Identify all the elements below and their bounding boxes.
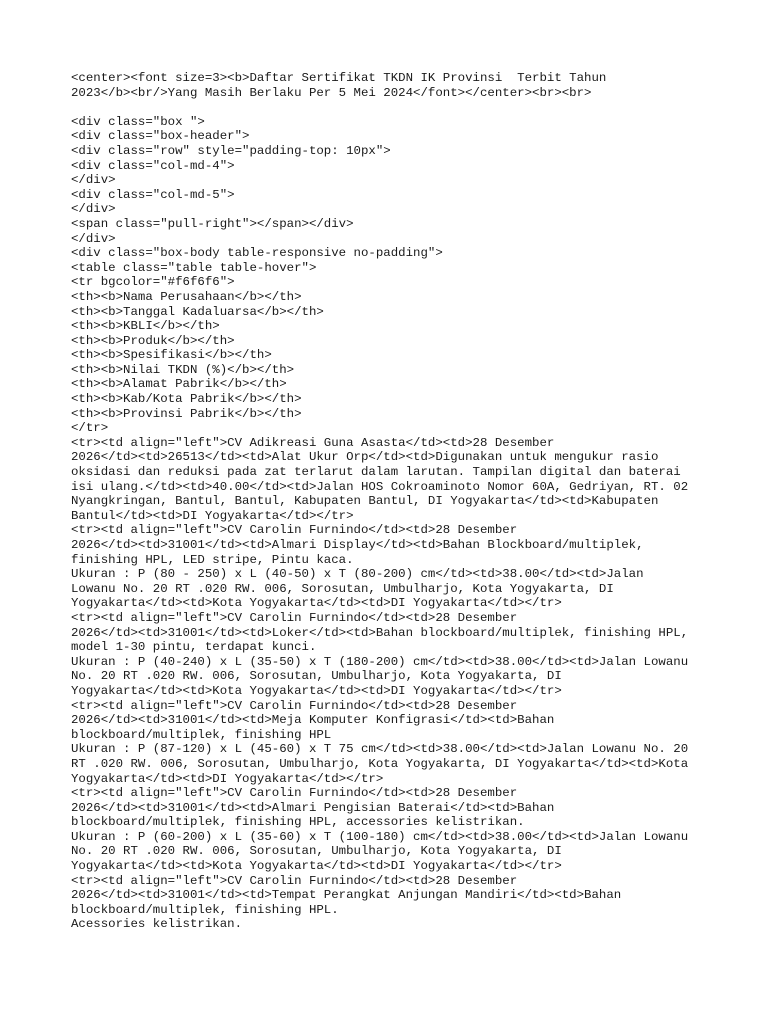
text-line: <tr bgcolor="#f6f6f6"> [71, 275, 235, 290]
text-line: 2026</td><td>31001</td><td>Tempat Perangkat Anjungan Mandiri</td><td>Bahan [71, 888, 622, 903]
text-line: Ukuran : P (80 - 250) x L (40-50) x T (80-200) cm</td><td>38.00</td><td>Jalan [71, 567, 644, 582]
text-line: <div class="box-header"> [71, 129, 250, 144]
text-line: oksidasi dan reduksi pada zat terlarut dalam larutan. Tampilan digital dan baterai [71, 465, 681, 480]
text-line: </div> [71, 231, 116, 246]
text-line: </div> [71, 173, 116, 188]
text-line: <th><b>Spesifikasi</b></th> [71, 348, 272, 363]
text-line: <th><b>KBLI</b></th> [71, 319, 220, 334]
text-line: <th><b>Kab/Kota Pabrik</b></th> [71, 392, 302, 407]
text-line: <span class="pull-right"></span></div> [71, 216, 354, 231]
text-line: <div class="row" style="padding-top: 10px"> [71, 143, 391, 158]
text-line: Nyangkringan, Bantul, Bantul, Kabupaten Bantul, DI Yogyakarta</td><td>Kabupaten [71, 494, 659, 509]
text-line: <table class="table table-hover"> [71, 260, 317, 275]
text-line: blockboard/multiplek, finishing HPL, accessories kelistrikan. [71, 815, 525, 830]
text-line: 2026</td><td>31001</td><td>Almari Pengisian Baterai</td><td>Bahan [71, 800, 555, 815]
text-line: </tr> [71, 421, 109, 436]
text-line: <th><b>Provinsi Pabrik</b></th> [71, 406, 302, 421]
text-line: <th><b>Alamat Pabrik</b></th> [71, 377, 287, 392]
text-line: <center><font size=3><b>Daftar Sertifikat TKDN IK Provinsi Terbit Tahun [71, 71, 607, 85]
text-line: <th><b>Tanggal Kadaluarsa</b></th> [71, 304, 324, 319]
text-line: <div class="box "> [71, 114, 205, 129]
text-line: No. 20 RT .020 RW. 006, Sorosutan, Umbulharjo, Kota Yogyakarta, DI [71, 669, 562, 684]
text-line: blockboard/multiplek, finishing HPL. [71, 902, 339, 917]
text-line: <th><b>Nama Perusahaan</b></th> [71, 289, 302, 304]
text-line: Yogyakarta</td><td>Kota Yogyakarta</td><td>DI Yogyakarta</td></tr> [71, 859, 562, 874]
text-line [71, 100, 711, 115]
text-line: finishing HPL, LED stripe, Pintu kaca. [71, 552, 354, 567]
text-line: Ukuran : P (87-120) x L (45-60) x T 75 cm</td><td>38.00</td><td>Jalan Lowanu No. 20 [71, 742, 689, 757]
text-line: 2023</b><br/>Yang Masih Berlaku Per 5 Mei 2024</font></center><br><br> [71, 85, 592, 100]
text-line: <tr><td align="left">CV Carolin Furnindo</td><td>28 Desember [71, 698, 518, 713]
text-line: isi ulang.</td><td>40.00</td><td>Jalan HOS Cokroaminoto Nomor 60A, Gedriyan, RT. 02 [71, 479, 689, 494]
text-line: Acessories kelistrikan. [71, 917, 243, 932]
text-line: blockboard/multiplek, finishing HPL [71, 727, 332, 742]
text-line: <tr><td align="left">CV Carolin Furnindo</td><td>28 Desember [71, 873, 518, 888]
text-line: 2026</td><td>31001</td><td>Loker</td><td>Bahan blockboard/multiplek, finishing HPL, [71, 625, 689, 640]
text-line: 2026</td><td>26513</td><td>Alat Ukur Orp</td><td>Digunakan untuk mengukur rasio [71, 450, 659, 465]
text-line: Yogyakarta</td><td>Kota Yogyakarta</td><td>DI Yogyakarta</td></tr> [71, 596, 562, 611]
text-line: 2026</td><td>31001</td><td>Almari Display</td><td>Bahan Blockboard/multiplek, [71, 538, 644, 552]
text-line: Yogyakarta</td><td>DI Yogyakarta</td></tr> [71, 771, 384, 786]
text-line: <div class="col-md-4"> [71, 158, 235, 173]
text-line: <tr><td align="left">CV Carolin Furnindo</td><td>28 Desember [71, 786, 518, 801]
text-line: Ukuran : P (40-240) x L (35-50) x T (180-200) cm</td><td>38.00</td><td>Jalan Lowanu [71, 654, 689, 669]
text-line: Lowanu No. 20 RT .020 RW. 006, Sorosutan, Umbulharjo, Kota Yogyakarta, DI [71, 581, 614, 596]
text-line: model 1-30 pintu, terdapat kunci. [71, 640, 317, 655]
text-line: No. 20 RT .020 RW. 006, Sorosutan, Umbulharjo, Kota Yogyakarta, DI [71, 844, 562, 859]
text-line: Ukuran : P (60-200) x L (35-60) x T (100-180) cm</td><td>38.00</td><td>Jalan Lowanu [71, 829, 689, 844]
text-line: 2026</td><td>31001</td><td>Meja Komputer Konfigrasi</td><td>Bahan [71, 713, 555, 728]
text-line: Yogyakarta</td><td>Kota Yogyakarta</td><td>DI Yogyakarta</td></tr> [71, 683, 562, 698]
text-line: <div class="box-body table-responsive no-padding"> [71, 246, 443, 261]
html-source-text [71, 71, 711, 932]
text-line: <th><b>Nilai TKDN (%)</b></th> [71, 362, 295, 377]
text-line: RT .020 RW. 006, Sorosutan, Umbulharjo, Kota Yogyakarta, DI Yogyakarta</td><td>Kota [71, 756, 689, 771]
text-line: <tr><td align="left">CV Adikreasi Guna Asasta</td><td>28 Desember [71, 435, 555, 450]
text-line: <tr><td align="left">CV Carolin Furnindo</td><td>28 Desember [71, 610, 518, 625]
text-line: <tr><td align="left">CV Carolin Furnindo</td><td>28 Desember [71, 523, 518, 538]
text-line: <div class="col-md-5"> [71, 187, 235, 202]
text-line: Bantul</td><td>DI Yogyakarta</td></tr> [71, 508, 354, 523]
text-line: </div> [71, 202, 116, 217]
text-line: <th><b>Produk</b></th> [71, 333, 235, 348]
